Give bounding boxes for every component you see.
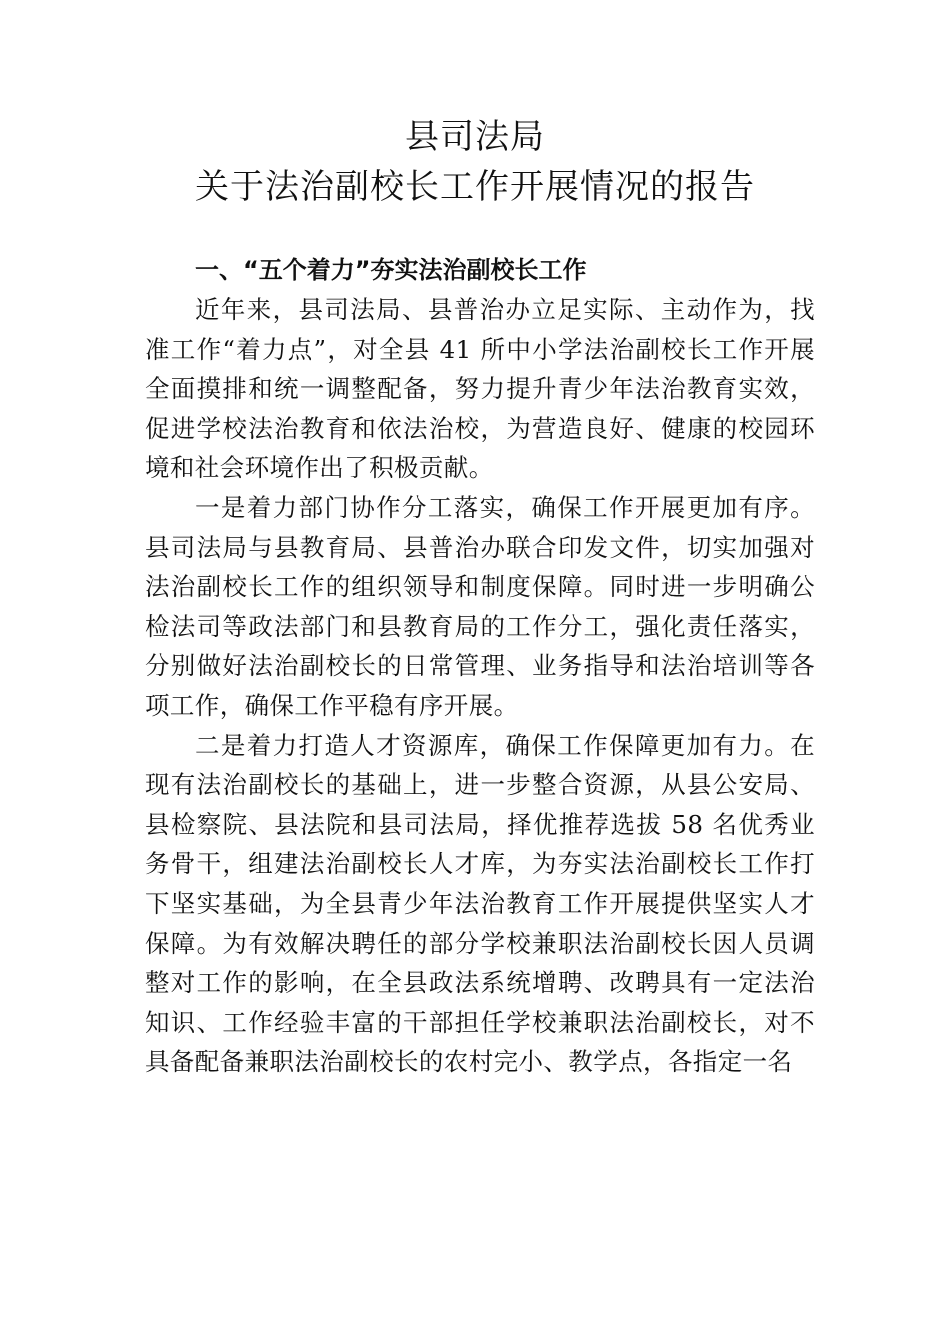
document-body [145, 250, 815, 1082]
paragraph-second-point: 二是着力打造人才资源库，确保工作保障更加有力。在现有法治副校长的基础上，进一步整合资源，从县公安局、县检察院、县法院和县司法局，择优推荐选拔 58 名优秀业务骨干，组建法治副校长人才库，为夯实法治副校长工作打下坚实基础，为全县青少年法治教育工作开展提供坚实人才保障。为有效解决聘任的部分学校兼职法治副校长因人员调整对工作的影响，在全县政法系统增聘、改聘具有一定法治知识、工作经验丰富的干部担任学校兼职法治副校长，对不具备配备兼职法治副校长的农村完小、教学点，各指定一名 [145, 730, 815, 1077]
paragraph-intro: 近年来，县司法局、县普治办立足实际、主动作为，找准工作“着力点”，对全县 41 所中小学法治副校长工作开展全面摸排和统一调整配备，努力提升青少年法治教育实效，促进学校法治教育和依法治校，为营造良好、健康的校园环境和社会环境作出了积极贡献。 [145, 295, 815, 483]
title-line-2: 关于法治副校长工作开展情况的报告 [195, 167, 755, 207]
document-title [0, 112, 950, 212]
paragraph-first-point: 一是着力部门协作分工落实，确保工作开展更加有序。县司法局与县教育局、县普治办联合印发文件，切实加强对法治副校长工作的组织领导和制度保障。同时进一步明确公检法司等政法部门和县教育局的工作分工，强化责任落实， 分别做好法治副校长的日常管理、业务指导和法治培训等各项工作，确保工作平稳有序开展。 [145, 492, 815, 720]
title-line-1: 县司法局 [405, 117, 545, 157]
section-heading: 一、“五个着力”夯实法治副校长工作 [195, 256, 587, 284]
